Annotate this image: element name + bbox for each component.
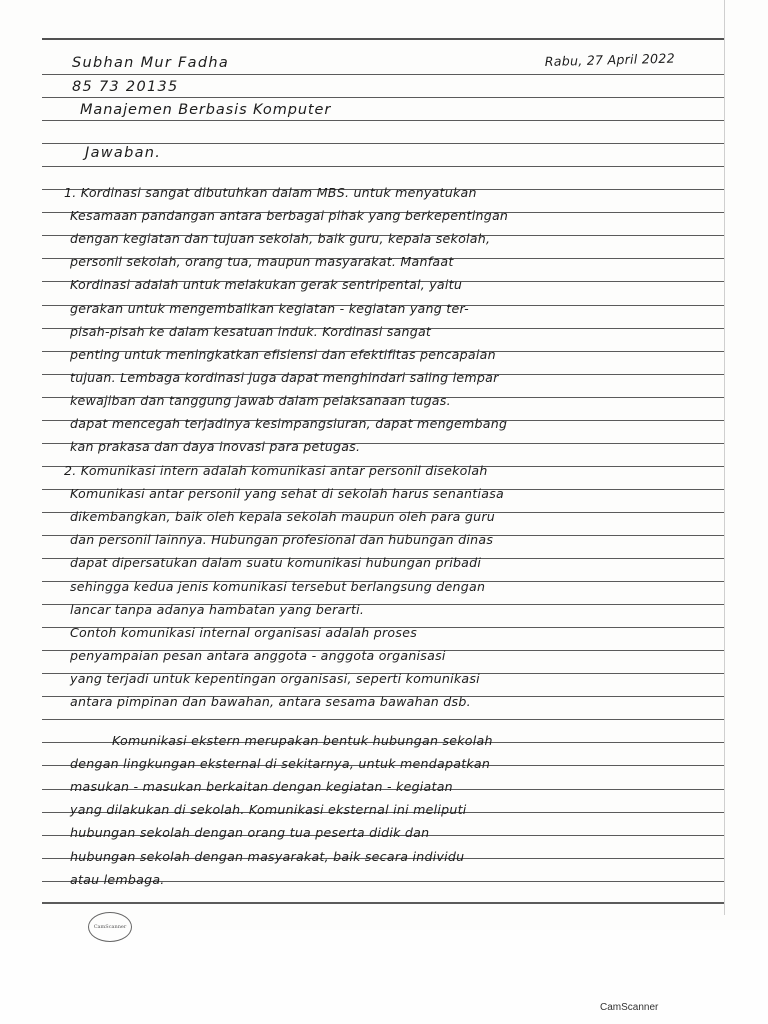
handwritten-line: kewajiban dan tanggung jawab dalam pelaksanaan tugas. [70,392,451,408]
answer-heading: Jawaban. [85,145,162,161]
handwritten-line: pisah-pisah ke dalam kesatuan induk. Kordinasi sangat [70,323,432,339]
handwritten-line: Komunikasi antar personil yang sehat di sekolah harus senantiasa [70,486,504,502]
camscanner-logo-stamp [88,912,132,942]
handwritten-line: Kordinasi adalah untuk melakukan gerak sentripental, yaitu [70,277,463,293]
handwritten-line: Kesamaan pandangan antara berbagai pihak yang berkepentingan [70,208,509,224]
handwritten-line: 2. Komunikasi intern adalah komunikasi antar personil disekolah [64,463,488,478]
ruled-line [42,166,724,167]
handwritten-line: dengan kegiatan dan tujuan sekolah, baik guru, kepala sekolah, [70,231,491,247]
handwritten-line: antara pimpinan dan bawahan, antara sesama bawahan dsb. [70,694,471,709]
handwritten-line: yang dilakukan di sekolah. Komunikasi eksternal ini meliputi [70,802,467,818]
handwritten-line: masukan - masukan berkaitan dengan kegiatan - kegiatan [70,779,453,795]
handwritten-line: kan prakasa dan daya inovasi para petugas. [70,439,361,455]
ruled-line [42,74,724,75]
handwritten-line: dan personil lainnya. Hubungan profesional dan hubungan dinas [70,532,494,548]
student-nim: 85 73 20135 [72,79,179,95]
handwritten-line: dikembangkan, baik oleh kepala sekolah maupun oleh para guru [70,509,496,525]
handwritten-line: gerakan untuk mengembalikan kegiatan - kegiatan yang ter- [70,300,469,316]
handwritten-line: personil sekolah, orang tua, maupun masyarakat. Manfaat [70,254,454,270]
handwritten-line: atau lembaga. [70,871,165,887]
handwritten-line: penting untuk meningkatkan efisiensi dan efektifitas pencapaian [70,346,496,362]
bottom-rule [42,902,724,904]
handwritten-line: Komunikasi ekstern merupakan bentuk hubungan sekolah [112,733,493,748]
handwritten-line: lancar tanpa adanya hambatan yang berarti. [70,601,365,617]
stamp-text: CamScanner [93,924,127,930]
handwritten-line: penyampaian pesan antara anggota - anggota organisasi [70,647,446,663]
date: Rabu, 27 April 2022 [544,50,676,69]
handwritten-line: hubungan sekolah dengan masyarakat, baik secara individu [70,848,465,864]
margin-line [724,0,725,915]
top-rule [42,38,724,40]
handwritten-line: Contoh komunikasi internal organisasi adalah proses [70,624,418,640]
ruled-line [42,719,724,720]
course-title: Manajemen Berbasis Komputer [80,102,332,118]
handwritten-line: dengan lingkungan eksternal di sekitarnya, untuk mendapatkan [70,756,491,772]
handwritten-line: tujuan. Lembaga kordinasi juga dapat menghindari saling lempar [70,369,499,385]
ruled-line [42,97,724,98]
ruled-line [42,143,724,144]
camscanner-watermark: CamScanner [600,1002,659,1013]
student-name: Subhan Mur Fadha [72,55,230,71]
handwritten-line: sehingga kedua jenis komunikasi tersebut berlangsung dengan [70,578,486,594]
handwritten-line: dapat dipersatukan dalam suatu komunikasi hubungan pribadi [70,555,482,571]
handwritten-line: hubungan sekolah dengan orang tua peserta didik dan [70,825,430,841]
handwritten-line: dapat mencegah terjadinya kesimpangsiuran, dapat mengembang [70,416,508,431]
handwritten-line: yang terjadi untuk kepentingan organisasi, seperti komunikasi [70,670,480,686]
ruled-line [42,120,724,121]
handwritten-line: 1. Kordinasi sangat dibutuhkan dalam MBS. untuk menyatukan [64,185,477,200]
